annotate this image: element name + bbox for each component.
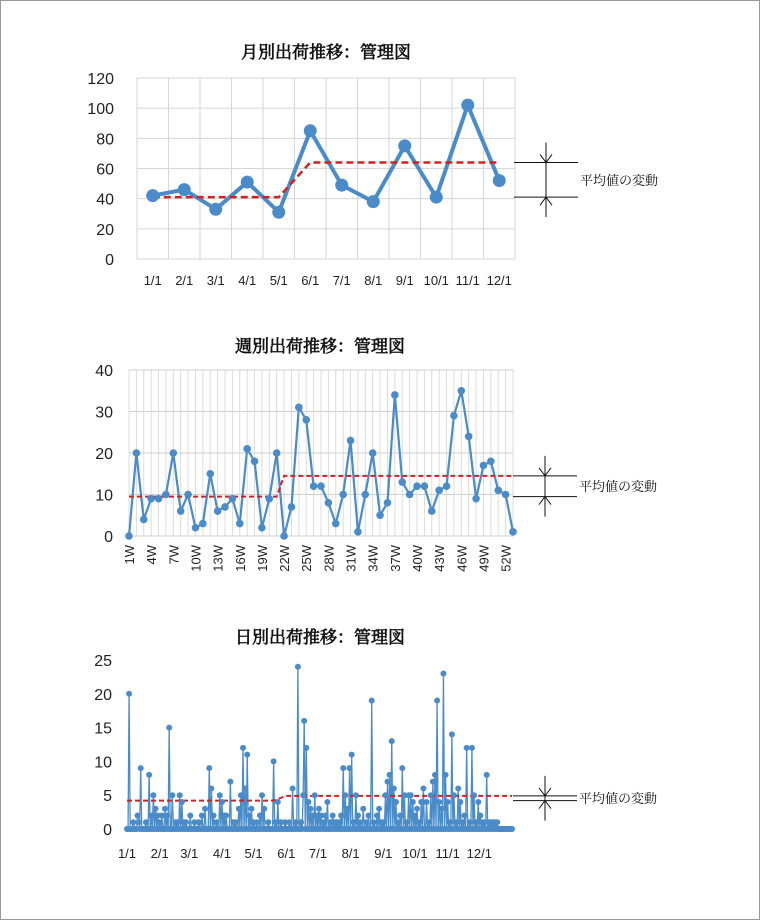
- data-point: [338, 812, 344, 818]
- data-point: [295, 404, 303, 412]
- annotation-label: 平均値の変動: [579, 480, 658, 496]
- data-point: [325, 499, 333, 507]
- data-point: [206, 470, 214, 478]
- data-point: [354, 528, 362, 536]
- data-point: [301, 718, 307, 724]
- x-tick-label: 1/1: [117, 846, 137, 861]
- data-point: [480, 462, 488, 470]
- data-point: [471, 792, 477, 798]
- data-point: [434, 698, 440, 704]
- data-point: [413, 482, 421, 490]
- data-point: [273, 449, 281, 457]
- x-tick-label: 2/1: [175, 273, 194, 288]
- data-point: [465, 433, 473, 441]
- x-tick-label: 4/1: [212, 846, 231, 861]
- data-point: [164, 812, 170, 818]
- data-point: [177, 792, 183, 798]
- data-point: [349, 752, 355, 758]
- data-point: [416, 819, 422, 825]
- mean-shift-marker: [513, 776, 577, 821]
- data-point: [420, 785, 426, 791]
- x-tick-label: 3/1: [180, 846, 199, 861]
- y-tick-label: 40: [96, 191, 114, 209]
- y-tick-label: 20: [95, 446, 113, 463]
- data-point: [290, 785, 296, 791]
- data-point: [138, 765, 144, 771]
- data-point: [380, 819, 386, 825]
- data-point: [398, 139, 411, 152]
- y-tick-label: 80: [96, 131, 114, 149]
- data-point: [410, 799, 416, 805]
- x-tick-label: 10/1: [402, 846, 428, 861]
- data-point: [362, 491, 370, 499]
- data-point: [369, 449, 377, 457]
- data-point: [357, 819, 363, 825]
- data-point: [353, 792, 359, 798]
- data-point: [459, 819, 465, 825]
- data-point: [428, 792, 434, 798]
- y-tick-label: 0: [104, 529, 113, 546]
- chart-title: 月別出荷推移：管理図: [241, 43, 411, 63]
- data-point: [272, 206, 285, 219]
- data-point: [443, 482, 451, 490]
- data-point: [412, 812, 418, 818]
- data-point: [428, 507, 436, 515]
- data-point: [177, 507, 185, 515]
- x-tick-label: 11/1: [455, 273, 480, 288]
- data-point: [340, 765, 346, 771]
- data-point: [150, 792, 156, 798]
- data-point: [461, 99, 474, 112]
- data-point: [472, 495, 480, 503]
- data-point: [146, 772, 152, 778]
- x-tick-label: 5/1: [269, 273, 288, 288]
- data-point: [509, 826, 515, 832]
- data-point: [305, 799, 311, 805]
- mean-shift-marker: [513, 456, 577, 517]
- data-point: [435, 487, 443, 495]
- data-point: [187, 812, 193, 818]
- x-tick-label: 52W: [498, 545, 514, 572]
- x-tick-label: 40W: [410, 545, 425, 572]
- x-tick-label: 7/1: [332, 273, 351, 288]
- data-point: [159, 812, 165, 818]
- data-point: [214, 819, 220, 825]
- data-point: [227, 779, 233, 785]
- x-tick-label: 4W: [144, 545, 160, 565]
- data-point: [183, 819, 189, 825]
- data-point: [258, 524, 266, 532]
- data-point: [261, 806, 267, 812]
- data-point: [298, 819, 304, 825]
- data-point: [126, 691, 132, 697]
- y-tick-label: 120: [87, 71, 114, 88]
- y-tick-label: 20: [94, 686, 112, 704]
- data-point: [458, 387, 466, 395]
- data-point: [169, 792, 175, 798]
- data-point: [240, 745, 246, 751]
- x-tick-label: 43W: [432, 545, 448, 572]
- data-point: [199, 812, 205, 818]
- y-tick-label: 10: [94, 754, 112, 772]
- data-point: [339, 491, 347, 499]
- data-point: [347, 765, 353, 771]
- data-point: [175, 819, 181, 825]
- y-tick-label: 100: [87, 101, 114, 119]
- data-point: [275, 799, 281, 805]
- data-point: [221, 503, 229, 511]
- data-point: [303, 745, 309, 751]
- x-tick-label: 7W: [166, 545, 182, 565]
- data-point: [192, 524, 200, 532]
- x-tick-label: 11/1: [435, 846, 460, 861]
- data-point: [286, 819, 292, 825]
- data-point: [430, 779, 436, 785]
- data-point: [265, 819, 271, 825]
- y-tick-label: 5: [103, 788, 112, 806]
- data-point: [494, 487, 502, 495]
- x-tick-label: 5/1: [244, 846, 263, 861]
- x-tick-label: 9/1: [374, 846, 393, 861]
- data-point: [374, 812, 380, 818]
- x-tick-label: 37W: [387, 545, 403, 572]
- data-point: [406, 491, 414, 499]
- data-point: [367, 195, 380, 208]
- data-point: [424, 799, 430, 805]
- data-point: [494, 819, 500, 825]
- data-point: [347, 437, 355, 445]
- data-point: [170, 449, 178, 457]
- data-point: [330, 812, 336, 818]
- data-point: [271, 758, 277, 764]
- x-tick-label: 1/1: [143, 273, 162, 288]
- data-point: [162, 806, 168, 812]
- data-point: [140, 516, 148, 524]
- data-point: [241, 176, 254, 189]
- x-tick-label: 12/1: [486, 273, 512, 288]
- data-point: [246, 812, 252, 818]
- data-point: [130, 819, 136, 825]
- data-point: [217, 792, 223, 798]
- data-point: [206, 765, 212, 771]
- x-tick-label: 22W: [277, 545, 293, 572]
- x-tick-label: 16W: [232, 545, 248, 572]
- data-point: [199, 520, 207, 528]
- x-tick-label: 2/1: [150, 846, 169, 861]
- data-point: [236, 520, 244, 528]
- data-point: [280, 532, 288, 540]
- data-point: [404, 819, 410, 825]
- data-point: [202, 806, 208, 812]
- data-point: [143, 819, 149, 825]
- annotation-label: 平均値の変動: [580, 173, 659, 189]
- data-point: [166, 725, 172, 731]
- x-tick-label: 6/1: [277, 846, 296, 861]
- data-point: [469, 745, 475, 751]
- data-point: [317, 482, 325, 490]
- data-point: [316, 806, 322, 812]
- data-point: [125, 532, 133, 540]
- data-point: [302, 416, 310, 424]
- x-tick-label: 19W: [254, 545, 270, 572]
- y-tick-label: 60: [96, 161, 114, 179]
- series-line: [127, 667, 512, 829]
- data-point: [384, 499, 392, 507]
- data-point: [438, 806, 444, 812]
- data-point: [335, 179, 348, 192]
- data-point: [136, 819, 142, 825]
- data-point: [219, 799, 225, 805]
- data-point: [484, 772, 490, 778]
- data-point: [351, 819, 357, 825]
- data-point: [391, 785, 397, 791]
- x-tick-label: 34W: [365, 545, 381, 572]
- data-point: [238, 792, 244, 798]
- x-tick-label: 25W: [299, 545, 315, 572]
- y-tick-label: 30: [95, 404, 113, 422]
- data-point: [487, 458, 495, 466]
- data-point: [300, 792, 306, 798]
- data-point: [304, 124, 317, 137]
- data-point: [397, 812, 403, 818]
- data-point: [266, 495, 274, 503]
- data-point: [324, 799, 330, 805]
- data-point: [371, 819, 377, 825]
- data-point: [393, 799, 399, 805]
- data-point: [432, 772, 438, 778]
- data-point: [475, 799, 481, 805]
- data-point: [430, 191, 443, 204]
- data-point: [196, 819, 202, 825]
- data-point: [493, 174, 506, 187]
- data-point: [443, 772, 449, 778]
- data-point: [342, 792, 348, 798]
- x-tick-label: 12/1: [466, 846, 492, 861]
- data-point: [243, 445, 251, 453]
- data-point: [445, 799, 451, 805]
- data-point: [178, 183, 191, 196]
- chart-title: 日別出荷推移：管理図: [235, 628, 405, 648]
- data-point: [251, 458, 259, 466]
- data-point: [146, 189, 159, 202]
- data-point: [210, 812, 216, 818]
- data-point: [293, 819, 299, 825]
- data-point: [462, 812, 468, 818]
- y-tick-label: 40: [95, 363, 113, 380]
- data-point: [288, 503, 296, 511]
- data-point: [449, 731, 455, 737]
- data-point: [457, 799, 463, 805]
- data-point: [229, 495, 237, 503]
- data-point: [477, 812, 483, 818]
- data-point: [223, 812, 229, 818]
- chart-title: 週別出荷推移：管理図: [235, 337, 405, 357]
- data-point: [310, 482, 318, 490]
- data-point: [473, 819, 479, 825]
- data-point: [450, 412, 458, 420]
- data-point: [451, 792, 457, 798]
- data-point: [391, 391, 399, 399]
- data-point: [214, 507, 222, 515]
- y-tick-label: 25: [94, 653, 112, 670]
- data-point: [308, 806, 314, 812]
- data-point: [133, 449, 141, 457]
- data-point: [436, 799, 442, 805]
- data-point: [135, 812, 141, 818]
- data-point: [332, 520, 340, 528]
- data-point: [322, 812, 328, 818]
- data-point: [312, 792, 318, 798]
- data-point: [426, 819, 432, 825]
- data-point: [257, 812, 263, 818]
- data-point: [208, 785, 214, 791]
- data-point: [184, 491, 192, 499]
- y-tick-label: 0: [103, 822, 112, 839]
- data-point: [152, 806, 158, 812]
- x-tick-label: 8/1: [364, 273, 383, 288]
- data-point: [464, 745, 470, 751]
- x-tick-label: 28W: [321, 545, 337, 572]
- data-point: [233, 819, 239, 825]
- data-point: [414, 806, 420, 812]
- data-point: [344, 806, 350, 812]
- data-point: [273, 819, 279, 825]
- data-point: [376, 511, 384, 519]
- data-point: [421, 482, 429, 490]
- x-tick-label: 7/1: [308, 846, 327, 861]
- data-point: [398, 478, 406, 486]
- data-point: [244, 752, 250, 758]
- data-point: [179, 799, 185, 805]
- data-point: [236, 806, 242, 812]
- x-tick-label: 8/1: [341, 846, 360, 861]
- x-tick-label: 13W: [210, 545, 226, 572]
- y-tick-label: 10: [95, 487, 113, 505]
- data-point: [209, 203, 222, 216]
- data-point: [259, 792, 265, 798]
- data-point: [242, 785, 248, 791]
- data-point: [248, 806, 254, 812]
- data-point: [148, 812, 154, 818]
- y-tick-label: 20: [96, 221, 114, 239]
- x-tick-label: 1W: [122, 545, 137, 565]
- data-point: [320, 819, 326, 825]
- x-tick-label: 6/1: [301, 273, 320, 288]
- data-point: [366, 812, 372, 818]
- data-point: [395, 819, 401, 825]
- mean-shift-marker: [514, 142, 578, 217]
- data-point: [455, 785, 461, 791]
- data-point: [295, 664, 301, 670]
- data-point: [467, 819, 473, 825]
- data-point: [157, 819, 163, 825]
- data-point: [355, 812, 361, 818]
- data-point: [254, 819, 260, 825]
- x-tick-label: 9/1: [395, 273, 414, 288]
- annotation-label: 平均値の変動: [579, 792, 658, 808]
- x-tick-label: 46W: [454, 545, 470, 572]
- data-point: [502, 491, 510, 499]
- data-point: [155, 495, 163, 503]
- x-tick-label: 3/1: [206, 273, 225, 288]
- data-point: [418, 799, 424, 805]
- data-point: [376, 806, 382, 812]
- data-point: [399, 765, 405, 771]
- x-tick-label: 10W: [188, 545, 204, 572]
- data-point: [162, 491, 170, 499]
- x-tick-label: 49W: [476, 545, 492, 572]
- data-point: [336, 819, 342, 825]
- x-tick-label: 31W: [343, 545, 359, 572]
- data-point: [440, 671, 446, 677]
- data-point: [363, 819, 369, 825]
- data-point: [408, 792, 414, 798]
- data-point: [382, 792, 388, 798]
- data-point: [147, 495, 155, 503]
- data-point: [389, 738, 395, 744]
- x-tick-label: 4/1: [238, 273, 257, 288]
- data-point: [447, 819, 453, 825]
- data-point: [385, 779, 391, 785]
- data-point: [509, 528, 517, 536]
- data-point: [387, 772, 393, 778]
- data-point: [369, 698, 375, 704]
- x-tick-label: 10/1: [423, 273, 449, 288]
- data-point: [453, 819, 459, 825]
- data-point: [360, 806, 366, 812]
- y-tick-label: 15: [94, 720, 112, 738]
- y-tick-label: 0: [105, 252, 114, 269]
